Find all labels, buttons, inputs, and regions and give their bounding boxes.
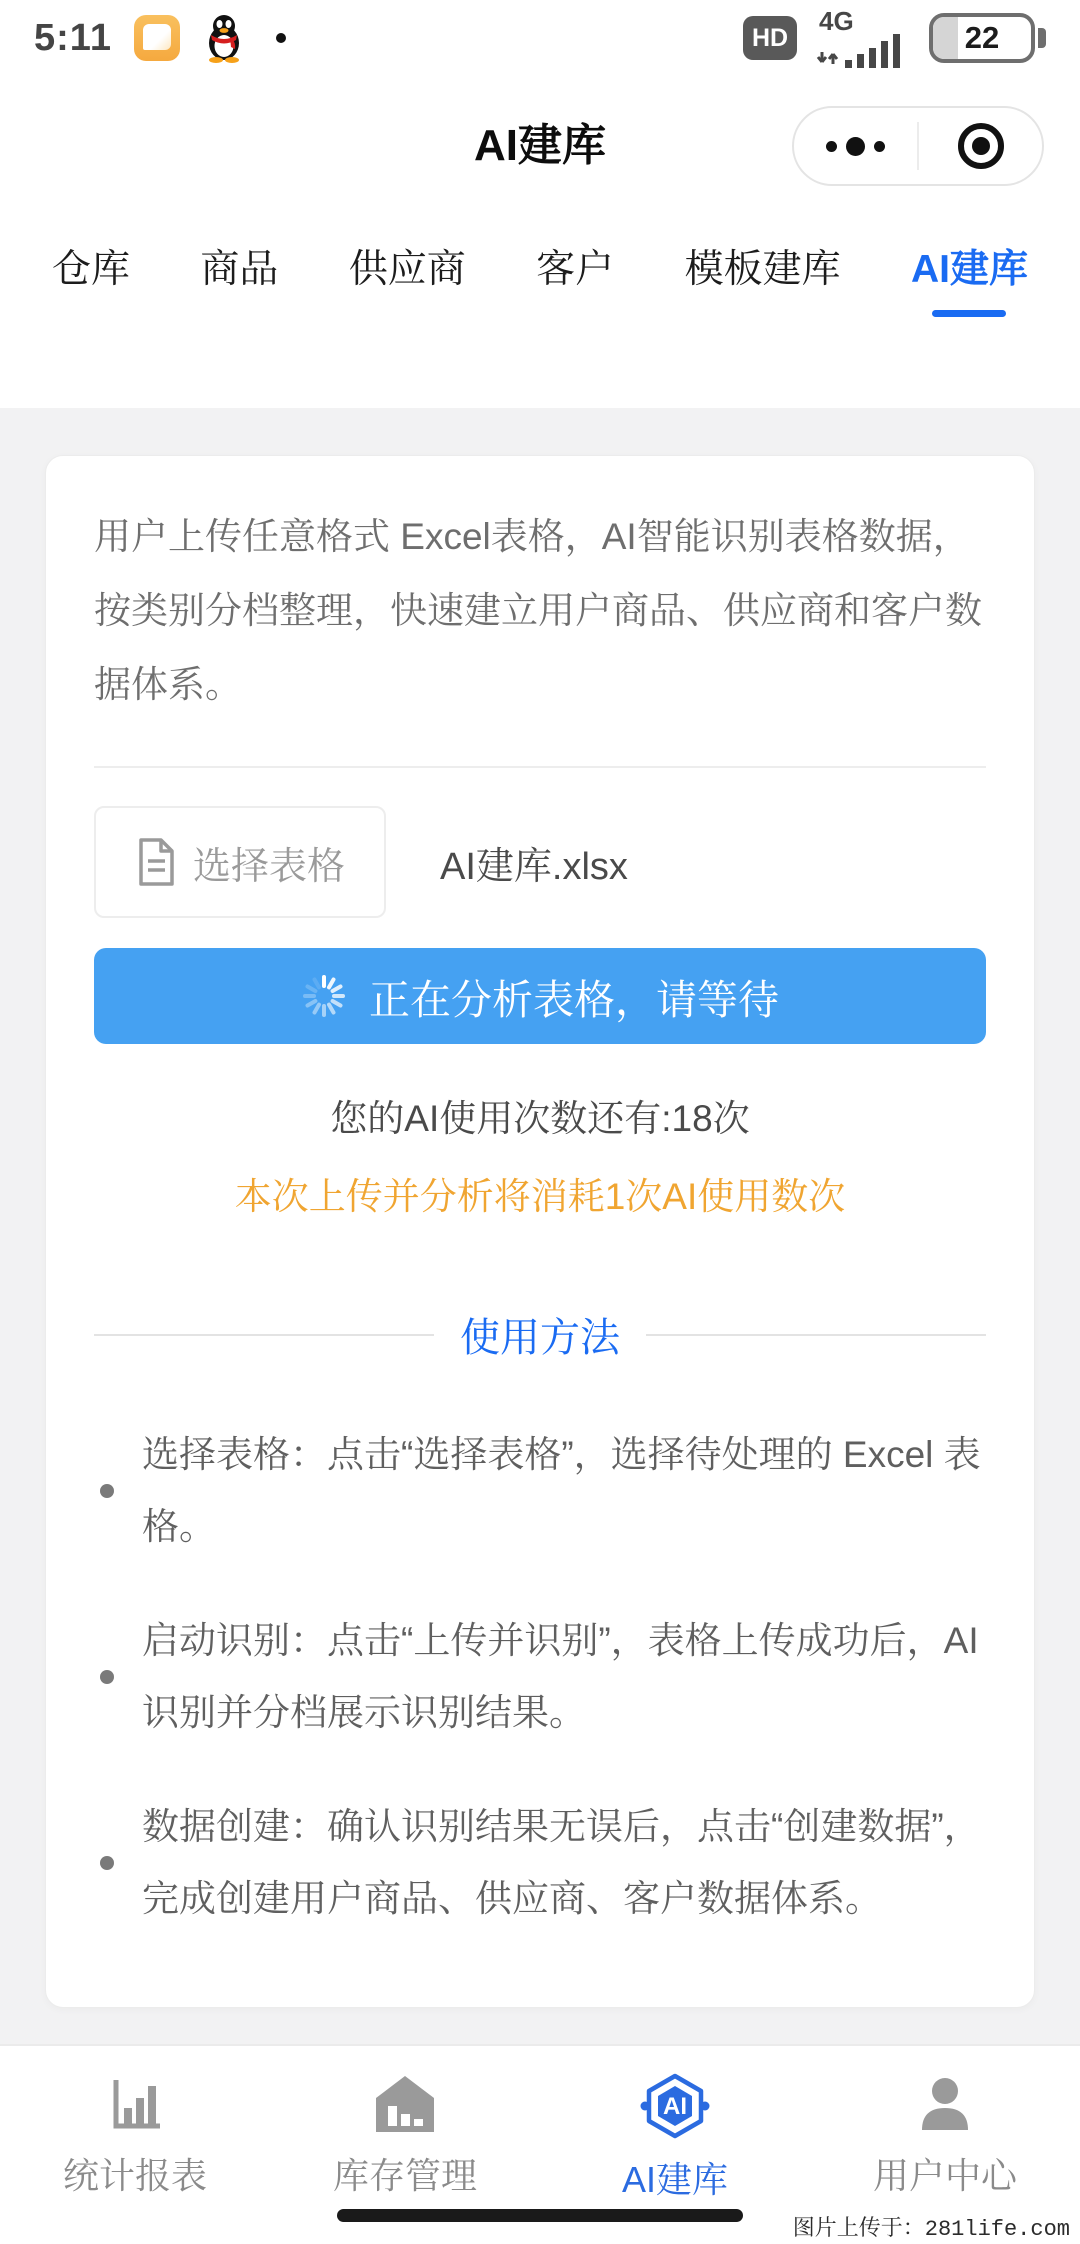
analyzing-button[interactable] <box>94 948 986 1044</box>
clock: 5:11 <box>34 16 112 59</box>
page-title: AI建库 <box>474 121 606 170</box>
status-bar <box>0 0 1080 62</box>
tabbar-label: 统计报表 <box>62 2155 207 2196</box>
tabbar-item-statistics[interactable] <box>0 2072 270 2199</box>
target-icon <box>958 123 1004 169</box>
select-file-label: 选择表格 <box>192 845 345 888</box>
more-options-button[interactable] <box>794 108 917 184</box>
chat-app-icon <box>134 15 180 61</box>
usage-warning-text: 本次上传并分析将消耗1次AI使用数次 <box>234 1176 846 1217</box>
page-header <box>0 62 1080 220</box>
user-icon <box>912 2072 978 2136</box>
document-icon <box>135 837 177 887</box>
analyzing-button-label: 正在分析表格，请等待 <box>369 976 779 1023</box>
content-area <box>0 408 1080 2044</box>
close-minimize-button[interactable] <box>919 108 1042 184</box>
battery-indicator <box>929 13 1046 63</box>
watermark-text: 图片上传于：281life.com <box>792 2217 1070 2242</box>
selected-filename: AI建库.xlsx <box>440 845 628 888</box>
loading-spinner-icon <box>301 973 347 1019</box>
tab-products[interactable]: 商品 <box>200 248 279 291</box>
tabbar-item-user-center[interactable] <box>810 2072 1080 2199</box>
tabbar-label: 用户中心 <box>872 2155 1017 2196</box>
network-type-label: 4G <box>819 6 854 36</box>
feature-description: 用户上传任意格式 Excel表格，AI智能识别表格数据，按类别分档整理，快速建立用户商品、供应商和客户数据体系。 <box>94 516 982 705</box>
divider <box>94 766 986 768</box>
tabbar-label: AI建库 <box>621 2159 728 2200</box>
battery-fill <box>933 17 958 59</box>
bar-chart-icon <box>102 2072 168 2136</box>
usage-remaining-text: 您的AI使用次数还有:18次 <box>330 1098 750 1139</box>
home-indicator[interactable] <box>337 2209 743 2222</box>
ellipsis-icon <box>826 137 885 156</box>
tabbar-item-inventory[interactable] <box>270 2072 540 2199</box>
instructions-header <box>94 1306 986 1363</box>
instructions-list <box>94 1419 986 1935</box>
divider <box>646 1334 986 1336</box>
qq-penguin-icon <box>202 13 246 63</box>
select-file-button[interactable] <box>94 806 386 918</box>
tab-template-build[interactable]: 模板建库 <box>684 248 841 291</box>
miniprogram-capsule <box>792 106 1044 186</box>
ai-build-card <box>45 455 1035 2008</box>
divider <box>94 1334 434 1336</box>
list-item: 数据创建：确认识别结果无误后，点击“创建数据”，完成创建用户商品、供应商、客户数据体系。 <box>94 1791 986 1935</box>
instructions-title: 使用方法 <box>460 1316 620 1360</box>
tab-ai-build[interactable]: AI建库 <box>911 244 1028 317</box>
ai-hexagon-icon <box>637 2072 713 2140</box>
tab-suppliers[interactable]: 供应商 <box>348 248 466 291</box>
file-picker-row <box>94 806 986 918</box>
tab-warehouse[interactable]: 仓库 <box>52 248 131 291</box>
active-tab-underline <box>932 310 1006 317</box>
tabbar-label: 库存管理 <box>332 2155 477 2196</box>
signal-indicator <box>815 8 911 68</box>
tabbar-item-ai-build[interactable] <box>540 2072 810 2203</box>
warehouse-icon <box>372 2072 438 2136</box>
tab-customers[interactable]: 客户 <box>536 248 615 291</box>
list-item: 启动识别：点击“上传并识别”，表格上传成功后，AI 识别并分档展示识别结果。 <box>94 1605 986 1749</box>
notification-dot <box>276 33 286 43</box>
list-item: 选择表格：点击“选择表格”，选择待处理的 Excel 表格。 <box>94 1419 986 1563</box>
svg-text:AI: AI <box>663 2093 687 2120</box>
battery-percentage: 22 <box>964 20 1000 55</box>
hd-badge: HD <box>743 16 797 60</box>
category-tabs <box>0 220 1080 370</box>
